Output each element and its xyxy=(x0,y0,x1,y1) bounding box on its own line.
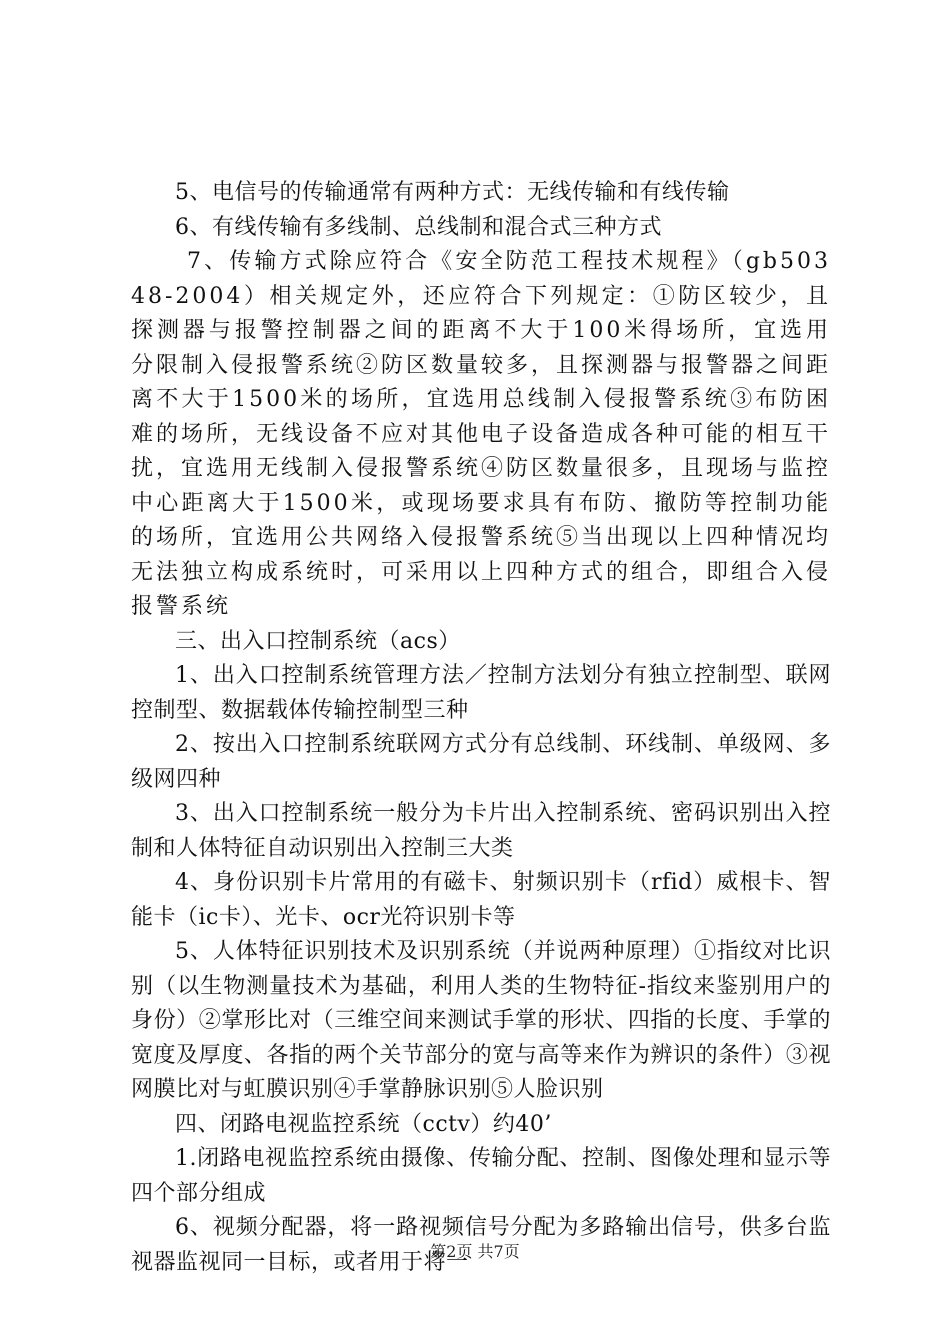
section-heading-acs: 三、出入口控制系统（acs） xyxy=(175,628,461,654)
paragraph-cctv-components: 1.闭路电视监控系统由摄像、传输分配、控制、图像处理和显示等四个部分组成 xyxy=(131,1146,831,1206)
page-footer: 第2页 共7页 xyxy=(430,1242,520,1261)
section-heading-cctv: 四、闭路电视监控系统（cctv）约40’ xyxy=(175,1111,552,1137)
paragraph-wired-transmission: 6、有线传输有多线制、总线制和混合式三种方式 xyxy=(175,214,662,240)
paragraph-biometrics: 5、人体特征识别技术及识别系统（并说两种原理）①指纹对比识别（以生物测量技术为基础，利用人类的生物特征-指纹来鉴别用户的身份）②掌形比对（三维空间来测试手掌的形状、四指的长度、手掌的宽度及厚度、各指的两个关节部分的宽与高等来作为辨识的条件）③视网膜比对与虹膜识别④手掌静脉识别⑤人脸识别 xyxy=(131,939,831,1102)
document-body xyxy=(131,176,831,1280)
paragraph-id-cards: 4、身份识别卡片常用的有磁卡、射频识别卡（rfid）威根卡、智能卡（ic卡）、光卡、ocr光符识别卡等 xyxy=(131,870,831,930)
paragraph-acs-categories: 3、出入口控制系统一般分为卡片出入控制系统、密码识别出入控制和人体特征自动识别出入控制三大类 xyxy=(131,801,831,861)
paragraph-acs-management: 1、出入口控制系统管理方法／控制方法划分有独立控制型、联网控制型、数据载体传输控制型三种 xyxy=(131,663,831,723)
paragraph-acs-network: 2、按出入口控制系统联网方式分有总线制、环线制、单级网、多级网四种 xyxy=(131,732,831,792)
paragraph-transmission-rules: 7、传输方式除应符合《安全防范工程技术规程》（gb50348-2004）相关规定外，还应符合下列规定：①防区较少，且探测器与报警控制器之间的距离不大于100米得场所，宜选用分限制入侵报警系统②防区数量较多，且探测器与报警器之间距离不大于1500米的场所，宜选用总线制入侵报警系统③布防困难的场所，无线设备不应对其他电子设备造成各种可能的相互干扰，宜选用无线制入侵报警系统④防区数量很多，且现场与监控中心距离大于1500米，或现场要求具有布防、撤防等控制功能的场所，宜选用公共网络入侵报警系统⑤当出现以上四种情况均无法独立构成系统时，可采用以上四种方式的组合，即组合入侵报警系统 xyxy=(131,249,832,619)
paragraph-video-distributor: 6、视频分配器，将一路视频信号分配为多路输出信号，供多台监视器监视同一目标，或者用于将一 xyxy=(131,1215,831,1275)
paragraph-transmission-modes: 5、电信号的传输通常有两种方式：无线传输和有线传输 xyxy=(175,180,730,205)
